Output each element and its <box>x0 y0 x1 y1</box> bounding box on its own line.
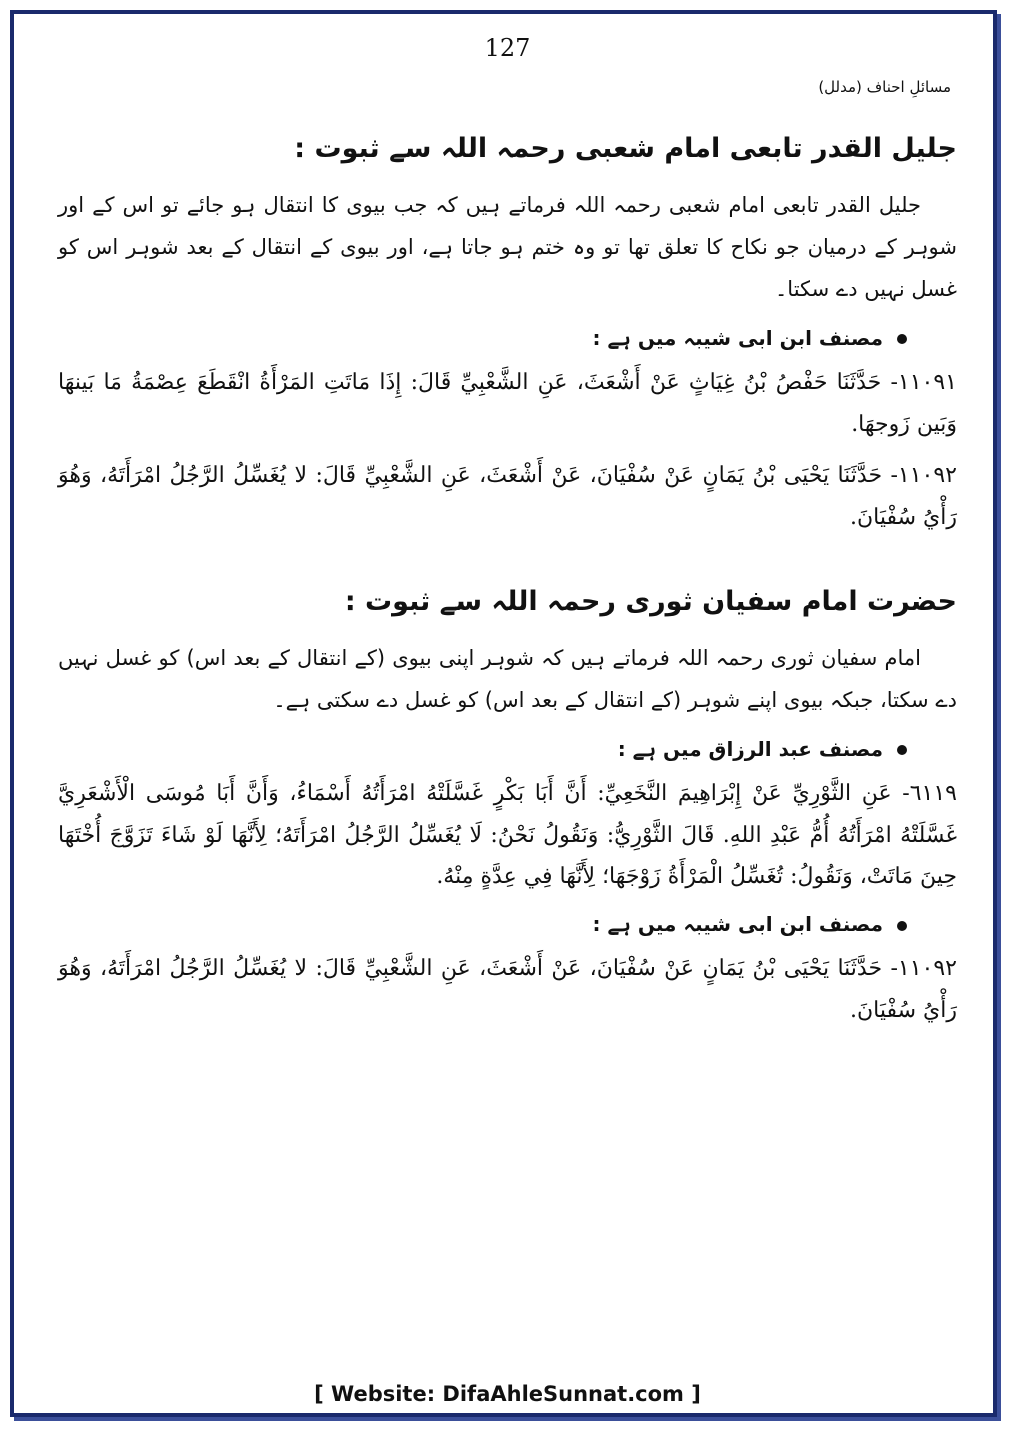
page-number: 127 <box>484 34 531 62</box>
arabic-narration: ٦١١٩- عَنِ الثَّوْرِيِّ عَنْ إِبْرَاهِيمَ النَّخَعِيِّ: أَنَّ أَبَا بَكْرٍ غَسَّلَتْهُ امْرَأَتُهُ أَسْمَاءُ، وَأَنَّ أَبَا مُوسَى الْأَشْعَرِيَّ غَسَّلَتْهُ امْرَأَتُهُ أُمُّ عَبْدِ اللهِ. قَالَ الثَّوْرِيُّ: وَنَقُولُ نَحْنُ: لَا يُغَسِّلُ الرَّجُلُ امْرَأَتَهُ؛ لِأَنَّهَا لَوْ شَاءَ تَزَوَّجَ أُخْتَهَا حِينَ مَاتَتْ، وَنَقُولُ: تُغَسِّلُ الْمَرْأَةُ زَوْجَهَا؛ لِأَنَّهَا فِي عِدَّةٍ مِنْهُ. <box>58 780 957 890</box>
page-content <box>58 130 957 1042</box>
source-label: مصنف عبد الرزاق میں ہے : <box>617 736 883 761</box>
source-label: مصنف ابن ابی شیبہ میں ہے : <box>592 325 883 350</box>
section-heading-sufyan: حضرت امام سفیان ثوری رحمہ اللہ سے ثبوت : <box>344 585 957 617</box>
arabic-narration: ١١٠٩٢- حَدَّثَنَا يَحْيَى بْنُ يَمَانٍ عَنْ سُفْيَانَ، عَنْ أَشْعَثَ، عَنِ الشَّعْبِيِّ قَالَ: لا يُغَسِّلُ الرَّجُلُ امْرَأَتَهُ، وَهُوَ رَأْيُ سُفْيَانَ. <box>58 463 957 531</box>
arabic-narration: ١١٠٩٢- حَدَّثَنَا يَحْيَى بْنُ يَمَانٍ عَنْ سُفْيَانَ، عَنْ أَشْعَثَ، عَنِ الشَّعْبِيِّ قَالَ: لا يُغَسِّلُ الرَّجُلُ امْرَأَتَهُ، وَهُوَ رَأْيُ سُفْيَانَ. <box>58 956 957 1023</box>
section-paragraph-shabi: جلیل القدر تابعی امام شعبی رحمہ اللہ فرماتے ہیں کہ جب بیوی کا انتقال ہو جائے تو اس کے اور شوہر کے درمیان جو نکاح کا تعلق تھا تو وہ ختم ہو جاتا ہے، اور بیوی کے انتقال کے بعد شوہر اس کو غسل نہیں دے سکتا۔ <box>58 192 957 301</box>
bullet-icon <box>897 745 907 755</box>
source-line <box>58 908 907 940</box>
section-heading-shabi: جلیل القدر تابعی امام شعبی رحمہ اللہ سے ثبوت : <box>294 133 957 164</box>
source-line <box>58 733 907 765</box>
arabic-narration: ١١٠٩١- حَدَّثَنَا حَفْصُ بْنُ غِيَاثٍ عَنْ أَشْعَثَ، عَنِ الشَّعْبِيِّ قَالَ: إِذَا مَاتَتِ المَرْأَةُ انْقَطَعَ عِصْمَةُ مَا بَينهَا وَبَين زَوجهَا. <box>58 369 957 437</box>
bullet-icon <box>897 334 907 344</box>
source-line <box>58 322 907 354</box>
source-label: مصنف ابن ابی شیبہ میں ہے : <box>592 912 883 937</box>
book-title: مسائلِ احناف (مدلل) <box>818 78 951 96</box>
website-footer: [ Website: DifaAhleSunnat.com ] <box>314 1382 701 1406</box>
bullet-icon <box>897 921 907 931</box>
section-paragraph-sufyan: امام سفیان ثوری رحمہ اللہ فرماتے ہیں کہ شوہر اپنی بیوی (کے انتقال کے بعد اس) کو غسل نہیں دے سکتا، جبکہ بیوی اپنے شوہر (کے انتقال کے بعد اس) کو غسل دے سکتی ہے۔ <box>58 645 957 712</box>
